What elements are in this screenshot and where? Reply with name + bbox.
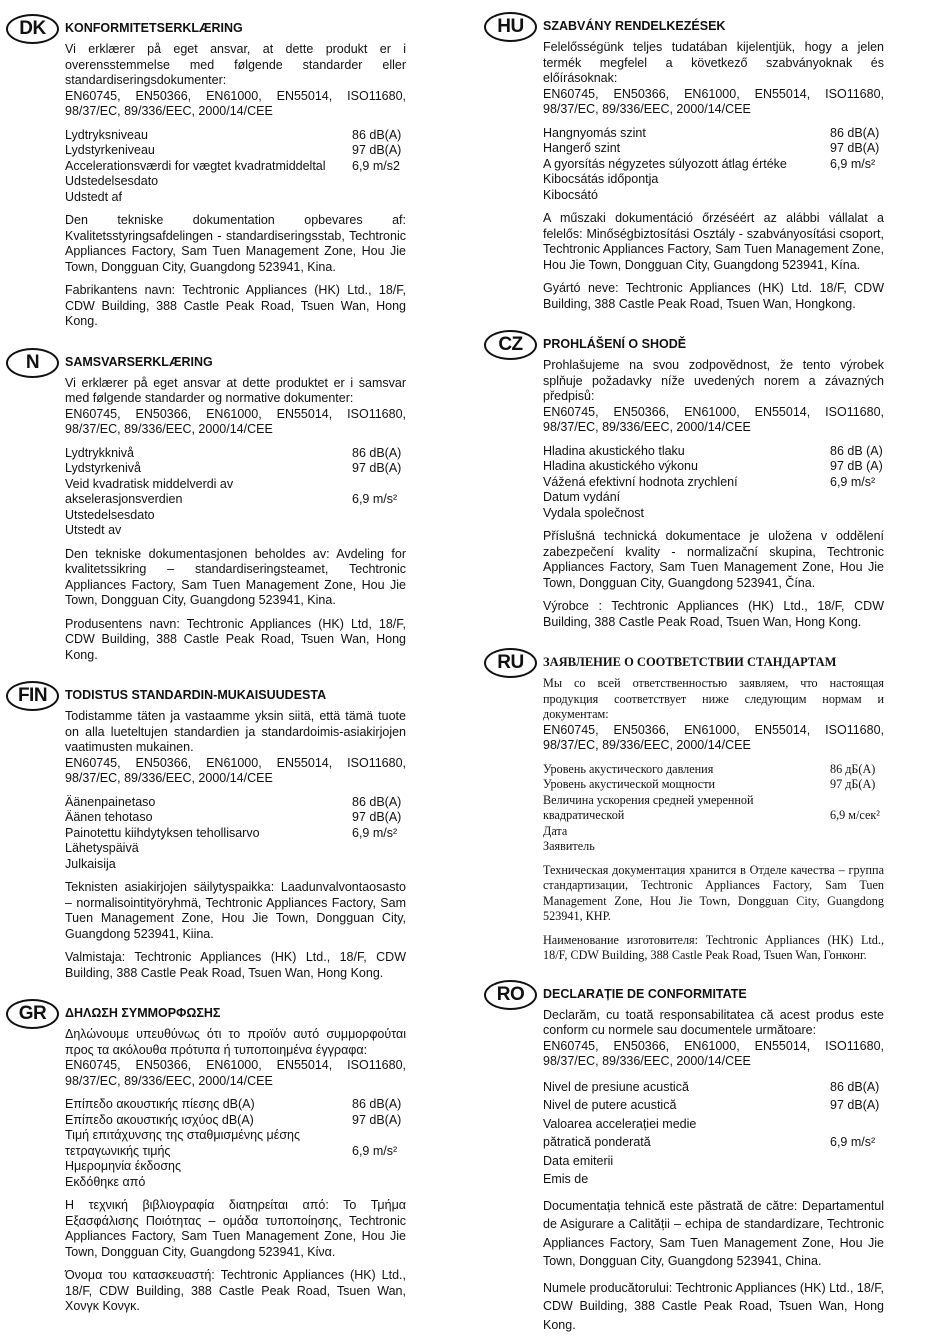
spec-label: Заявитель [543,839,595,853]
spec-row [543,1115,884,1152]
spec-label: Lydtryksniveau [65,127,148,142]
intro-statement: Declarăm, cu toată responsabilitatea că acest produs este conform cu normele sau documentele următoare: [543,1007,884,1037]
spec-label: Уровень акустического давления [543,761,714,776]
spec-value: 86 dB (A) [830,443,883,458]
spec-row [543,172,884,188]
spec-row [65,857,406,873]
spec-label: Дата [543,823,568,838]
spec-row [65,174,406,190]
spec-value: 86 дБ(А) [830,761,876,776]
spec-label: Εκδόθηκε από [65,1174,146,1189]
left-column [6,14,406,1323]
spec-row [65,1128,406,1159]
spec-label: Utstedelsesdato [65,507,155,522]
documentation-text: Documentația tehnică este păstrată de către: Departamentul de Asigurare a Calității – echipa de standardizare, Techtronic Appliances Factory, Sam Tuen Management Zone, Hou Jie Town, Dongguan City, Guangdong 523941, China. [543,1198,884,1268]
spec-label: Kibocsátás időpontja [543,172,659,186]
spec-row [543,141,884,157]
spec-value: 86 dB(A) [830,1079,880,1094]
spec-row [65,159,406,175]
specs-table [543,1078,884,1189]
spec-value: 6,9 m/s² [830,1135,876,1149]
spec-label: Data emiterii [543,1153,614,1168]
spec-label: Επίπεδο ακουστικής ισχύος dB(A) [65,1112,254,1127]
intro-text [65,709,406,787]
section-title: DECLARAȚIE DE CONFORMITATE [543,986,747,1001]
spec-row [65,508,406,524]
section-title: ΔΗΛΩΣΗ ΣΥΜΜΟΡΦΩΣΗΣ [65,1006,221,1020]
manufacturer-text: Výrobce : Techtronic Appliances (HK) Ltd., 18/F, CDW Building, 388 Castle Peak Road, Tsuen Wan, Hong Kong. [543,599,884,629]
spec-label: Painotettu kiihdytyksen tehollisarvo [65,825,260,840]
specs-table [65,795,406,873]
spec-row [543,506,884,522]
spec-label: Величина ускорения средней умеренной квадратической [543,792,754,822]
spec-label: Valoarea accelerației medie pătratică ponderată [543,1116,697,1149]
intro-statement: Vi erklærer på eget ansvar at dette produktet er i samsvar med følgende standarder og normative dokumenter: [65,375,406,405]
language-badge: HU [484,12,537,42]
manufacturer-text: Valmistaja: Techtronic Appliances (HK) Ltd., 18/F, CDW Building, 388 Castle Peak Road, Tsuen Wan, Hong Kong. [65,950,406,980]
right-column [484,12,884,1342]
language-badge: DK [6,14,59,44]
spec-row [543,1152,884,1171]
language-badge: GR [6,999,59,1029]
spec-label: Julkaisija [65,856,116,871]
section-title: SAMSVARSERKLÆRING [65,354,213,369]
manufacturer-text: Produsentens navn: Techtronic Appliances (HK) Ltd, 18/F, CDW Building, 388 Castle Peak Road, Tsuen Wan, Hong Kong. [65,616,406,662]
intro-statement: Prohlašujeme na svou zodpovědnost, že tento výrobek splňuje požadavky níže uvedených norem a závazných předpisů: [543,358,884,403]
spec-row [543,1170,884,1189]
standards-list: EN60745, EN50366, EN61000, EN55014, ISO11680, 98/37/EC, 89/336/EEC, 2000/14/CEE [543,86,884,116]
spec-value: 86 dB(A) [352,1097,402,1111]
spec-value: 86 dB(A) [352,445,402,460]
intro-text [65,376,406,438]
documentation-text: Příslušná technická dokumentace je uložena v oddělení zabezpečení kvality - normalizační skupina, Techtronic Appliances Factory, Sam Tuen Management Zone, Hou Jie Town, Dongguan City, Guangdong 523941, Čína. [543,529,884,590]
spec-label: Hladina akustického tlaku [543,443,685,458]
specs-table [543,126,884,204]
section-title: PROHLÁŠENÍ O SHODĚ [543,337,687,351]
spec-label: Lydtrykknivå [65,445,135,460]
spec-row [65,143,406,159]
spec-label: Lydstyrkenivå [65,461,141,475]
intro-statement: Δηλώνουμε υπευθύνως ότι το προϊόν αυτό συμμορφούται προς τα ακόλουθα πρότυπα ή τυποποιημένα έγγραφα: [65,1027,406,1057]
spec-label: Vydala společnost [543,505,644,520]
spec-row [543,444,884,460]
section-ru [484,648,884,964]
intro-text [543,40,884,118]
specs-table [543,762,884,855]
spec-row [65,523,406,539]
spec-label: Veid kvadratisk middelverdi av akselerasjonsverdien [65,476,234,506]
spec-row [543,475,884,491]
intro-statement: Мы со всей ответственностью заявляем, что настоящая продукция соответствует ниже следующим нормам и документам: [543,676,884,721]
spec-label: Äänenpainetaso [65,794,156,809]
documentation-text: Техническая документация хранится в Отделе качества – группа стандартизации, Techtronic Appliances Factory, Sam Tuen Management Zone, Hou Jie Town, Dongguan City, Guangdong 523941, КНР. [543,862,884,923]
spec-row [65,795,406,811]
section-title: ЗАЯВЛЕНИЕ О СООТВЕТСТВИИ СТАНДАРТАМ [543,655,837,669]
section-title: TODISTUS STANDARDIN-MUKAISUUDESTA [65,688,327,702]
spec-value: 6,9 m/s² [352,825,398,840]
spec-row [543,1078,884,1097]
spec-row [65,477,406,508]
specs-table [543,444,884,522]
spec-label: Nivel de presiune acustică [543,1079,689,1094]
spec-row [65,1175,406,1191]
documentation-text: Den tekniske dokumentasjonen beholdes av: Avdeling for kvalitetssikring – standardiseringsteamet, Techtronic Appliances Factory, Sam Tuen Management Zone, Hou Jie Town, Dongguan City, Guangdong 523941, Kina. [65,546,406,607]
specs-table [65,128,406,206]
spec-value: 6,9 m/s² [352,1143,398,1158]
spec-row [65,190,406,206]
spec-value: 6,9 м/сек² [830,808,880,822]
standards-list: EN60745, EN50366, EN61000, EN55014, ISO11680, 98/37/EC, 89/336/EEC, 2000/14/CEE [65,755,406,785]
spec-value: 97 dB(A) [352,143,402,157]
spec-label: Hangerő szint [543,141,621,155]
documentation-text: Η τεχνική βιβλιογραφία διατηρείται από: Το Τμήμα Εξασφάλισης Ποιότητας – ομάδα τυποποίησης, Techtronic Appliances Factory, Sam Tuen Management Zone, Hou Jie Town, Dongguan City, Guangdong 523941, Κίνα. [65,1198,406,1259]
spec-label: A gyorsítás négyzetes súlyozott átlag értéke [543,156,787,171]
spec-value: 97 dB(A) [830,141,880,155]
standards-list: EN60745, EN50366, EN61000, EN55014, ISO11680, 98/37/EC, 89/336/EEC, 2000/14/CEE [65,88,406,118]
section-fin [6,681,406,981]
spec-row [543,824,884,840]
spec-label: Utstedt av [65,523,122,537]
standards-list: EN60745, EN50366, EN61000, EN55014, ISO11680, 98/37/EC, 89/336/EEC, 2000/14/CEE [65,1058,406,1088]
spec-label: Nivel de putere acustică [543,1098,677,1112]
spec-label: Hladina akustického výkonu [543,459,698,473]
spec-value: 86 dB(A) [352,127,402,142]
spec-label: Äänen tehotaso [65,810,153,824]
intro-text [65,1027,406,1089]
intro-statement: Felelősségünk teljes tudatában kijelentjük, hogy a jelen termék megfelel a következő szabványoknak és előírásoknak: [543,40,884,85]
spec-row [65,826,406,842]
spec-value: 6,9 m/s2 [352,158,400,173]
language-badge: RU [484,648,537,678]
section-cz [484,330,884,630]
manufacturer-text: Наименование изготовителя: Techtronic Appliances (HK) Ltd., 18/F, CDW Building, 388 Castle Peak Road, Tsuen Wan, Гонконг. [543,932,884,962]
spec-row [65,128,406,144]
spec-row [543,793,884,824]
section-n [6,348,406,664]
intro-text [543,358,884,436]
spec-row [65,1159,406,1175]
intro-statement: Vi erklærer på eget ansvar, at dette produkt er i overensstemmelse med følgende standarder eller standardiseringsdokumenter: [65,42,406,87]
section-dk [6,14,406,330]
intro-text [543,1008,884,1070]
spec-value: 97 dB(A) [352,1112,402,1127]
spec-row [65,461,406,477]
standards-list: EN60745, EN50366, EN61000, EN55014, ISO11680, 98/37/EC, 89/336/EEC, 2000/14/CEE [543,722,884,752]
spec-row [543,1096,884,1115]
spec-row [543,839,884,855]
spec-row [65,841,406,857]
spec-row [543,126,884,142]
spec-row [543,490,884,506]
spec-label: Udstedelsesdato [65,174,159,188]
spec-label: Ημερομηνία έκδοσης [65,1159,182,1173]
spec-label: Уровень акустической мощности [543,777,716,791]
documentation-text: Teknisten asiakirjojen säilytyspaikka: Laadunvalvontaosasto – normalisointityöryhmä, Techtronic Appliances Factory, Sam Tuen Management Zone, Hou Jie Town, Dongguan City, Guangdong 523941, Kiina. [65,880,406,941]
spec-label: Τιμή επιτάχυνσης της σταθμισμένης μέσης τετραγωνικής τιμής [65,1128,301,1158]
spec-row [543,157,884,173]
section-ro [484,980,884,1335]
spec-value: 97 дБ(А) [830,777,876,791]
spec-row [543,188,884,204]
spec-row [65,810,406,826]
spec-label: Datum vydání [543,490,621,504]
standards-list: EN60745, EN50366, EN61000, EN55014, ISO11680, 98/37/EC, 89/336/EEC, 2000/14/CEE [65,406,406,436]
spec-value: 86 dB(A) [830,125,880,140]
section-title: SZABVÁNY RENDELKEZÉSEK [543,19,726,33]
documentation-text: A műszaki dokumentáció őrzéséért az alábbi vállalat a felelős: Minőségbiztosítási Osztály - szabványosítási csoport, Techtronic Appliances Factory, Sam Tuen Management Zone, Hou Jie Town, Dongguan City, Guangdong 523941, Kína. [543,211,884,272]
intro-text [65,42,406,120]
standards-list: EN60745, EN50366, EN61000, EN55014, ISO11680, 98/37/EC, 89/336/EEC, 2000/14/CEE [543,1038,884,1068]
intro-statement: Todistamme täten ja vastaamme yksin siitä, että tämä tuote on alla lueteltujen standardien ja standardoimis-asiakirjojen vaatimusten mukainen. [65,709,406,754]
spec-value: 97 dB (A) [830,459,883,473]
spec-row [543,777,884,793]
standards-list: EN60745, EN50366, EN61000, EN55014, ISO11680, 98/37/EC, 89/336/EEC, 2000/14/CEE [543,404,884,434]
specs-table [65,1097,406,1190]
spec-row [65,1113,406,1129]
manufacturer-text: Fabrikantens navn: Techtronic Appliances (HK) Ltd., 18/F, CDW Building, 388 Castle Peak Road, Tsuen Wan, Hong Kong. [65,283,406,328]
spec-value: 86 dB(A) [352,794,402,809]
language-badge: N [6,348,59,378]
section-gr [6,999,406,1315]
section-title: KONFORMITETSERKLÆRING [65,21,243,35]
language-badge: FIN [6,681,59,711]
spec-value: 97 dB(A) [830,1098,880,1112]
spec-label: Kibocsátó [543,187,598,202]
spec-value: 6,9 m/s² [352,492,398,506]
manufacturer-text: Numele producătorului: Techtronic Appliances (HK) Ltd., 18/F, CDW Building, 388 Castle Peak Road, Tsuen Wan, Hong Kong. [543,1280,884,1332]
section-hu [484,12,884,312]
spec-value: 97 dB(A) [352,810,402,824]
spec-value: 97 dB(A) [352,461,402,475]
manufacturer-text: Όνομα του κατασκευαστή: Techtronic Appliances (HK) Ltd., 18/F, CDW Building, 388 Castle Peak Road, Tsuen Wan, Χονγκ Κονγκ. [65,1268,406,1313]
intro-text [543,676,884,754]
language-badge: CZ [484,330,537,360]
spec-row [65,446,406,462]
spec-row [65,1097,406,1113]
spec-label: Lähetyspäivä [65,841,139,855]
spec-label: Επίπεδο ακουστικής πίεσης dB(A) [65,1097,255,1111]
spec-row [543,459,884,475]
documentation-text: Den tekniske dokumentation opbevares af: Kvalitetsstyringsafdelingen - standardiseringsstab, Techtronic Appliances Factory, Sam Tuen Management Zone, Hou Jie Town, Dongguan City, Guangdong 523941, Kina. [65,213,406,274]
spec-label: Vážená efektivní hodnota zrychlení [543,474,738,489]
specs-table [65,446,406,539]
spec-label: Udstedt af [65,189,122,204]
spec-label: Hangnyomás szint [543,125,646,140]
spec-label: Accelerationsværdi for vægtet kvadratmiddeltal [65,158,326,173]
manufacturer-text: Gyártó neve: Techtronic Appliances (HK) Ltd. 18/F, CDW Building, 388 Castle Peak Road, Tsuen Wan, Hongkong. [543,281,884,311]
spec-label: Emis de [543,1172,589,1186]
spec-value: 6,9 m/s² [830,474,876,489]
spec-value: 6,9 m/s² [830,156,876,171]
language-badge: RO [484,980,537,1010]
spec-label: Lydstyrkeniveau [65,143,155,157]
spec-row [543,762,884,778]
